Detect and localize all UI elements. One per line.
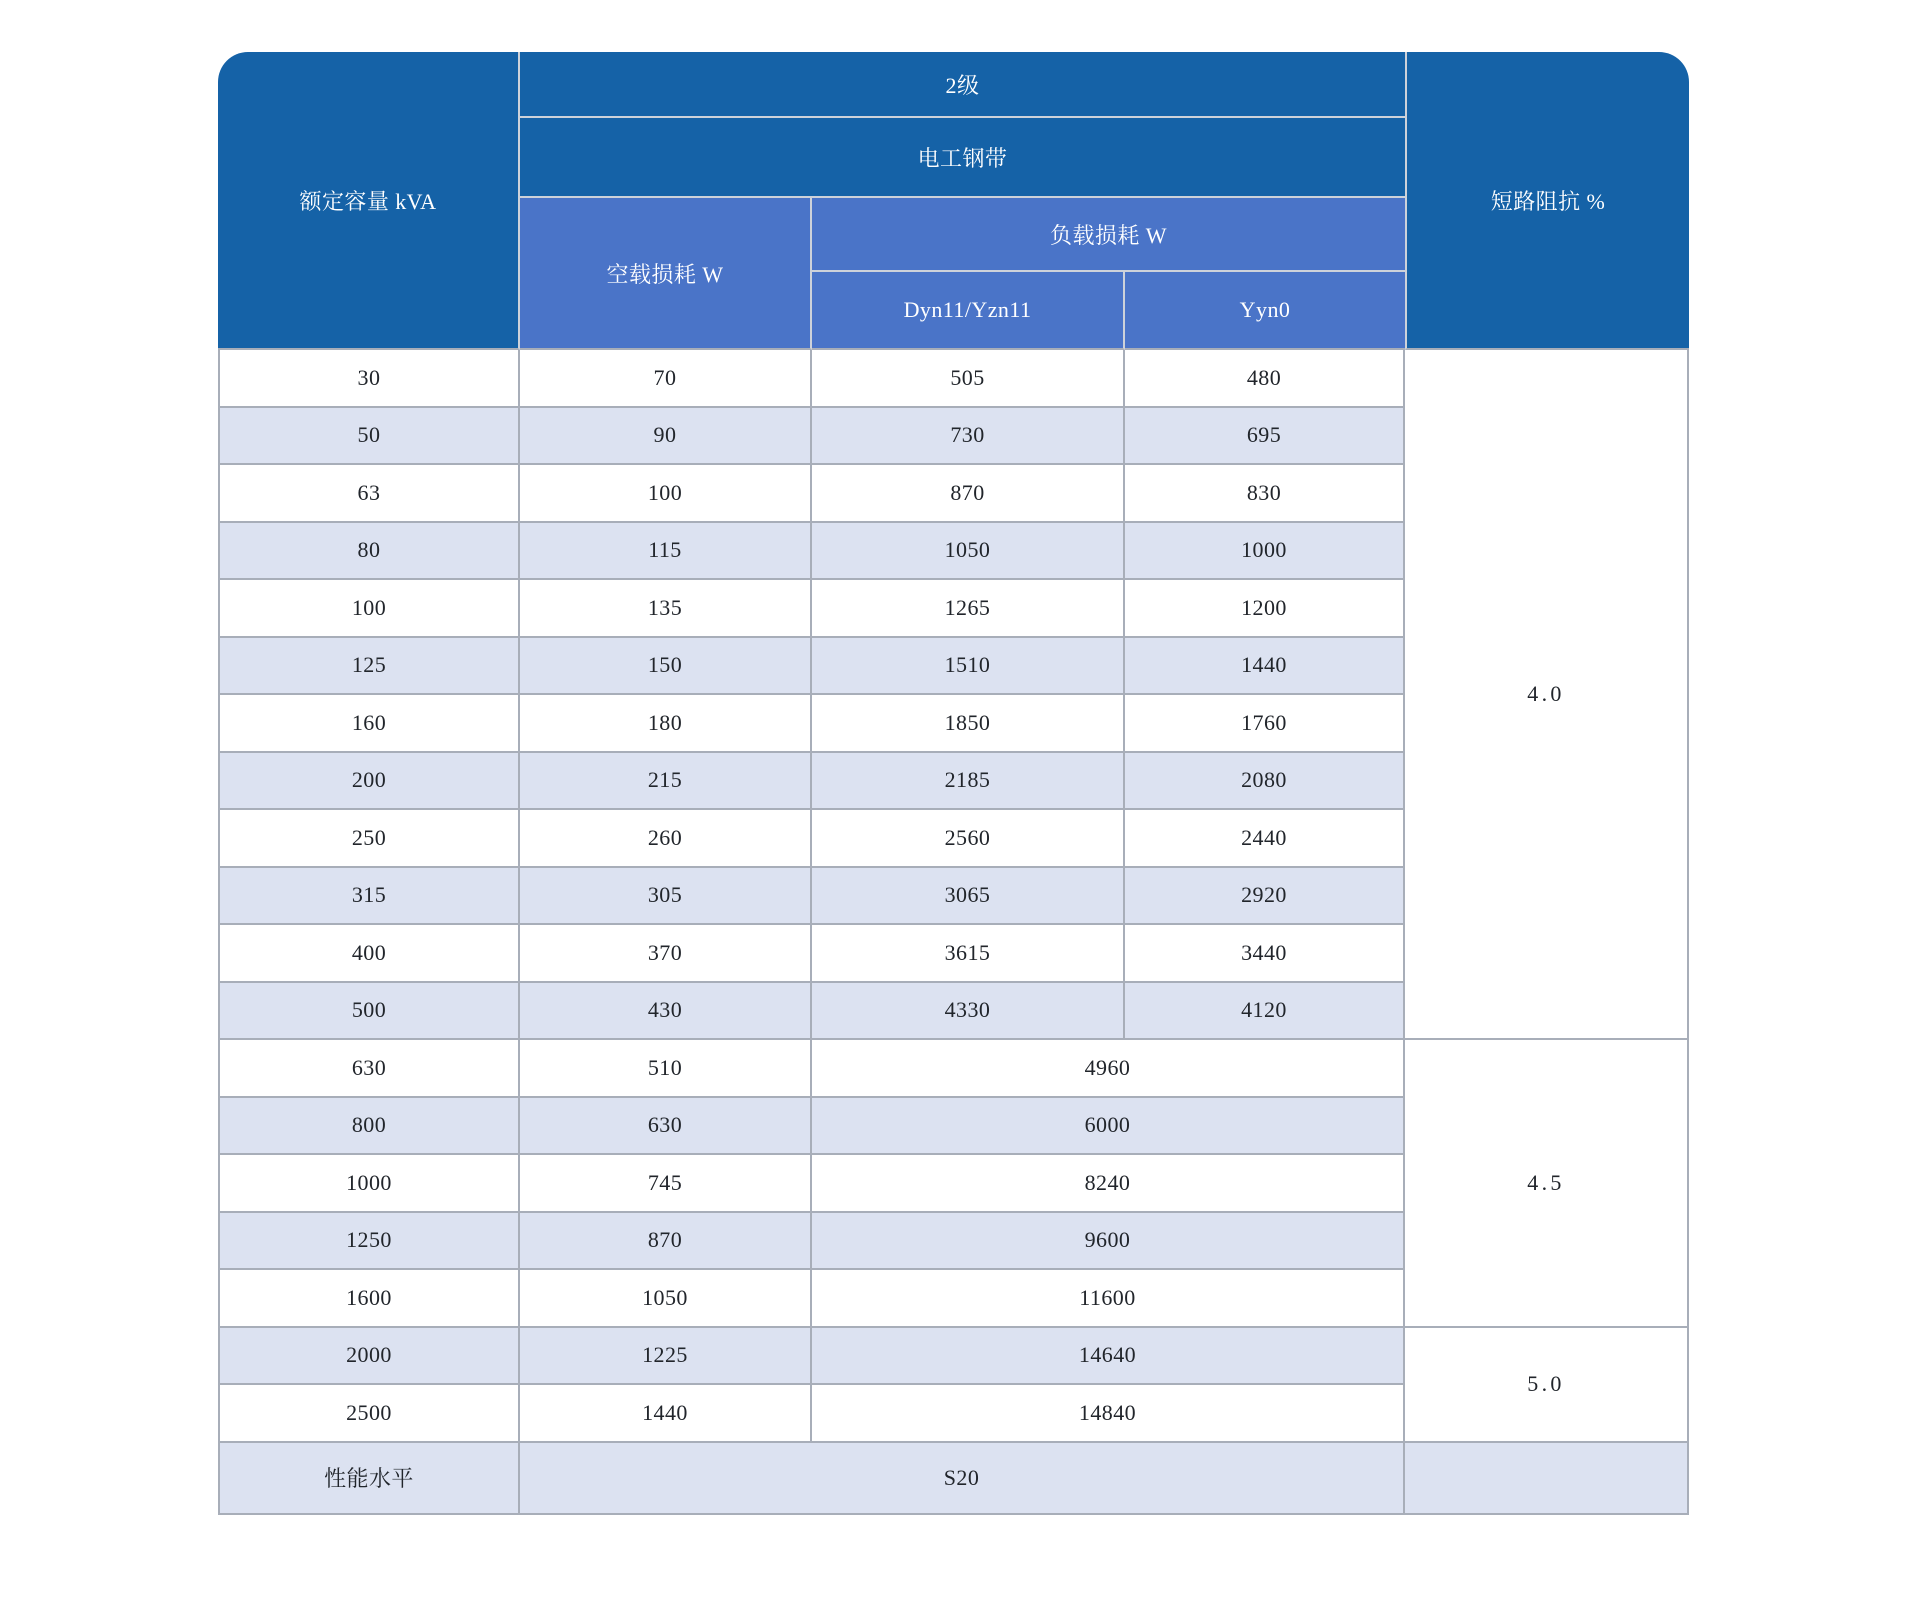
cell-load-loss-dyn: 870 — [812, 465, 1125, 523]
cell-rated-capacity: 2500 — [218, 1385, 520, 1443]
cell-rated-capacity: 630 — [218, 1040, 520, 1098]
cell-no-load-loss: 260 — [520, 810, 812, 868]
cell-load-loss-dyn: 1850 — [812, 695, 1125, 753]
cell-load-loss-dyn: 1050 — [812, 523, 1125, 581]
cell-no-load-loss: 150 — [520, 638, 812, 696]
cell-no-load-loss: 180 — [520, 695, 812, 753]
cell-load-loss-yyn: 1200 — [1125, 580, 1405, 638]
cell-no-load-loss: 100 — [520, 465, 812, 523]
cell-no-load-loss: 90 — [520, 408, 812, 466]
cell-load-loss-merged: 14640 — [812, 1328, 1405, 1386]
footer-performance-level-label: 性能水平 — [218, 1443, 520, 1515]
cell-rated-capacity: 30 — [218, 350, 520, 408]
cell-no-load-loss: 1050 — [520, 1270, 812, 1328]
header-sub-dyn11-yzn11: Dyn11/Yzn11 — [812, 272, 1125, 350]
cell-no-load-loss: 1225 — [520, 1328, 812, 1386]
cell-load-loss-dyn: 505 — [812, 350, 1125, 408]
cell-no-load-loss: 1440 — [520, 1385, 812, 1443]
cell-impedance-value: 4.0 — [1405, 350, 1689, 1040]
cell-load-loss-yyn: 1760 — [1125, 695, 1405, 753]
cell-load-loss-merged: 14840 — [812, 1385, 1405, 1443]
cell-rated-capacity: 1250 — [218, 1213, 520, 1271]
cell-rated-capacity: 100 — [218, 580, 520, 638]
cell-rated-capacity: 2000 — [218, 1328, 520, 1386]
cell-rated-capacity: 315 — [218, 868, 520, 926]
cell-impedance-value: 4.5 — [1405, 1040, 1689, 1328]
cell-rated-capacity: 125 — [218, 638, 520, 696]
footer-impedance-empty-cell — [1405, 1443, 1689, 1515]
cell-load-loss-dyn: 730 — [812, 408, 1125, 466]
table-grid — [218, 52, 1689, 1515]
cell-load-loss-dyn: 3615 — [812, 925, 1125, 983]
cell-no-load-loss: 430 — [520, 983, 812, 1041]
cell-rated-capacity: 1600 — [218, 1270, 520, 1328]
cell-no-load-loss: 305 — [520, 868, 812, 926]
footer-performance-level-value: S20 — [520, 1443, 1405, 1515]
cell-load-loss-yyn: 1000 — [1125, 523, 1405, 581]
header-no-load-loss: 空载损耗 W — [520, 198, 812, 350]
cell-no-load-loss: 215 — [520, 753, 812, 811]
cell-no-load-loss: 630 — [520, 1098, 812, 1156]
cell-rated-capacity: 50 — [218, 408, 520, 466]
cell-no-load-loss: 370 — [520, 925, 812, 983]
cell-rated-capacity: 250 — [218, 810, 520, 868]
cell-load-loss-dyn: 3065 — [812, 868, 1125, 926]
header-rated-capacity: 额定容量 kVA — [218, 52, 520, 350]
cell-load-loss-yyn: 1440 — [1125, 638, 1405, 696]
cell-load-loss-yyn: 3440 — [1125, 925, 1405, 983]
cell-no-load-loss: 115 — [520, 523, 812, 581]
cell-impedance-value: 5.0 — [1405, 1328, 1689, 1443]
cell-rated-capacity: 500 — [218, 983, 520, 1041]
cell-load-loss-yyn: 830 — [1125, 465, 1405, 523]
header-impedance: 短路阻抗 % — [1405, 52, 1689, 350]
cell-load-loss-merged: 8240 — [812, 1155, 1405, 1213]
cell-no-load-loss: 70 — [520, 350, 812, 408]
cell-load-loss-dyn: 2560 — [812, 810, 1125, 868]
cell-load-loss-dyn: 2185 — [812, 753, 1125, 811]
cell-rated-capacity: 80 — [218, 523, 520, 581]
header-steel-strip: 电工钢带 — [520, 118, 1405, 198]
cell-no-load-loss: 870 — [520, 1213, 812, 1271]
header-load-loss: 负载损耗 W — [812, 198, 1405, 272]
cell-load-loss-yyn: 480 — [1125, 350, 1405, 408]
header-sub-yyn0: Yyn0 — [1125, 272, 1405, 350]
transformer-loss-table — [218, 52, 1689, 1515]
cell-load-loss-dyn: 1265 — [812, 580, 1125, 638]
cell-no-load-loss: 745 — [520, 1155, 812, 1213]
cell-load-loss-yyn: 2440 — [1125, 810, 1405, 868]
cell-rated-capacity: 160 — [218, 695, 520, 753]
cell-no-load-loss: 135 — [520, 580, 812, 638]
header-level: 2级 — [520, 52, 1405, 118]
cell-load-loss-yyn: 2920 — [1125, 868, 1405, 926]
cell-load-loss-dyn: 4330 — [812, 983, 1125, 1041]
cell-load-loss-merged: 11600 — [812, 1270, 1405, 1328]
cell-rated-capacity: 200 — [218, 753, 520, 811]
cell-load-loss-merged: 6000 — [812, 1098, 1405, 1156]
cell-load-loss-yyn: 2080 — [1125, 753, 1405, 811]
cell-load-loss-merged: 4960 — [812, 1040, 1405, 1098]
cell-load-loss-yyn: 695 — [1125, 408, 1405, 466]
cell-rated-capacity: 1000 — [218, 1155, 520, 1213]
cell-rated-capacity: 800 — [218, 1098, 520, 1156]
cell-load-loss-yyn: 4120 — [1125, 983, 1405, 1041]
cell-load-loss-dyn: 1510 — [812, 638, 1125, 696]
cell-rated-capacity: 400 — [218, 925, 520, 983]
cell-load-loss-merged: 9600 — [812, 1213, 1405, 1271]
cell-rated-capacity: 63 — [218, 465, 520, 523]
cell-no-load-loss: 510 — [520, 1040, 812, 1098]
